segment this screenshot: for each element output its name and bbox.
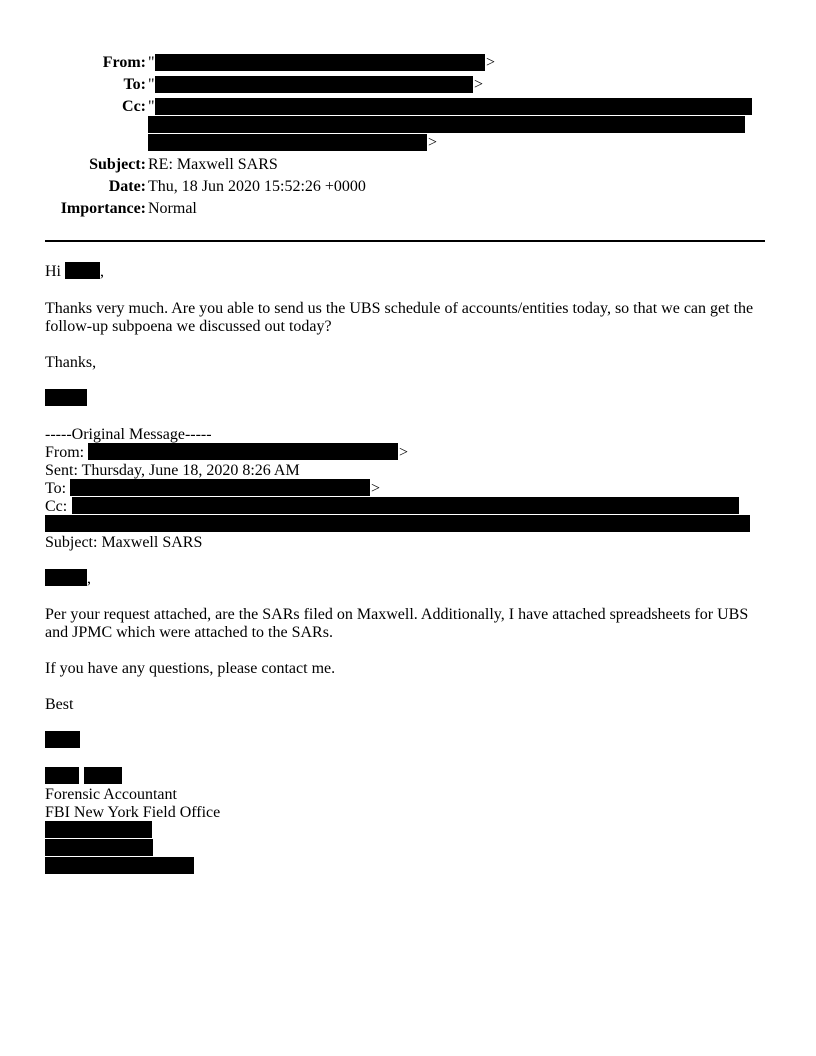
signature-title: Forensic Accountant [45,786,177,803]
cc-close: > [428,134,438,151]
importance-label: Importance: [60,200,146,217]
original-sent: Sent: Thursday, June 18, 2020 8:26 AM [45,462,300,479]
redaction-block [45,821,152,838]
date-label: Date: [108,178,146,195]
original-subject: Subject: Maxwell SARS [45,534,203,551]
header-divider [45,240,765,242]
from-quote: " [148,54,155,71]
original-from-close: > [399,444,409,461]
subject-value: RE: Maxwell SARS [148,156,278,173]
reply-signoff: Thanks, [45,354,97,371]
importance-value: Normal [148,200,197,217]
original-separator: -----Original Message----- [45,426,212,443]
cc-quote: " [148,98,155,115]
original-closing: Best [45,696,74,713]
subject-label: Subject: [89,156,146,173]
from-close: > [486,54,496,71]
redaction-block [88,443,398,460]
redaction-block [148,134,427,151]
to-label: To: [123,76,146,93]
original-body-2: If you have any questions, please contact me. [45,660,336,677]
greeting-prefix: Hi [45,263,61,280]
redaction-block [148,116,745,133]
redaction-block [45,515,750,532]
redaction-block [65,262,100,279]
reply-body: Thanks very much. Are you able to send us the UBS schedule of accounts/entities today, so that we can get the follow-up subpoena we discussed out today? [45,300,754,335]
redaction-block [45,389,87,406]
redaction-block [70,479,370,496]
redaction-block [45,569,87,586]
redaction-block [155,98,752,115]
date-value: Thu, 18 Jun 2020 15:52:26 +0000 [148,178,366,195]
original-to-label: To: [45,480,67,497]
redaction-block [72,497,739,514]
original-cc-label: Cc: [45,498,68,515]
redaction-block [45,767,79,784]
original-body-1: Per your request attached, are the SARs filed on Maxwell. Additionally, I have attached spreadsheets for UBS and JPMC which were attached to the SARs. [45,606,749,641]
redaction-block [45,839,153,856]
original-from-label: From: [45,444,85,461]
greeting-suffix: , [100,263,104,280]
redaction-block [84,767,122,784]
signature-office: FBI New York Field Office [45,804,221,821]
to-quote: " [148,76,155,93]
original-to-close: > [371,480,381,497]
from-label: From: [102,54,146,71]
redaction-block [45,857,194,874]
redaction-block [45,731,80,748]
cc-label: Cc: [122,98,146,115]
original-greeting-suffix: , [87,570,91,587]
redaction-block [155,54,485,71]
redaction-block [155,76,473,93]
to-close: > [474,76,484,93]
